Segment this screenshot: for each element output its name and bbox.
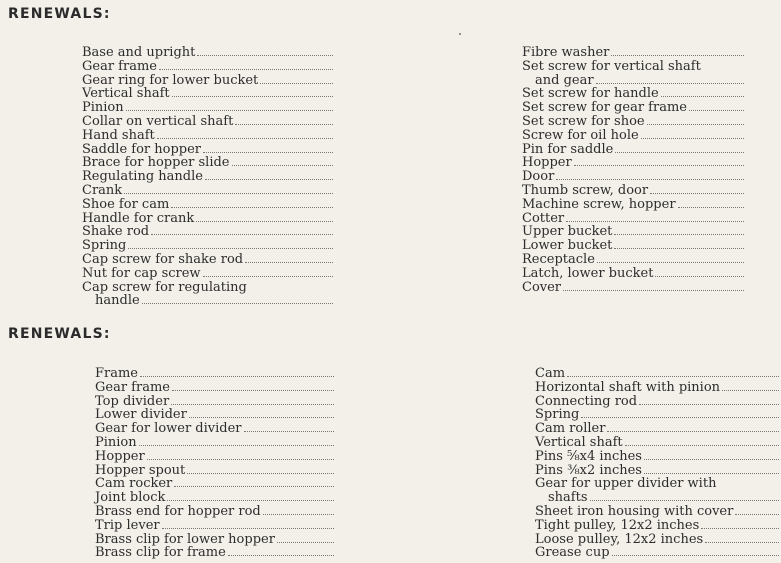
dotted-leader — [142, 303, 333, 304]
part-name: Set screw for gear frame — [522, 100, 687, 116]
part-name: Cap screw for regulating — [82, 279, 247, 295]
part-name: Gear ring for lower bucket — [82, 72, 259, 88]
dotted-leader — [189, 417, 334, 418]
parts-list-item — [82, 198, 333, 212]
dotted-leader — [205, 179, 333, 180]
part-name: Cotter — [522, 210, 565, 226]
part-name: Horizontal shaft with pinion — [535, 379, 721, 395]
parts-list-item — [82, 281, 333, 295]
parts-list-item — [82, 115, 333, 129]
part-name: Screw for oil hole — [522, 127, 639, 143]
parts-list-item — [522, 281, 744, 295]
parts-list-item — [535, 505, 779, 519]
parts-list-item — [522, 170, 744, 184]
dotted-leader — [641, 138, 744, 139]
dotted-leader — [612, 555, 779, 556]
parts-list-item — [522, 267, 744, 281]
dotted-leader — [203, 152, 333, 153]
part-name: Hopper spout — [95, 462, 186, 478]
part-name: Gear frame — [95, 379, 170, 395]
dotted-leader — [644, 473, 779, 474]
parts-list-item — [95, 491, 334, 505]
part-name: Gear for upper divider with — [535, 476, 717, 492]
part-name: Joint block — [95, 490, 166, 506]
part-name: Gear for lower divider — [95, 421, 242, 437]
part-name: Lower divider — [95, 407, 187, 423]
dotted-leader — [607, 431, 779, 432]
dotted-leader — [187, 473, 334, 474]
part-name: Loose pulley, 12x2 inches — [535, 531, 704, 547]
parts-list-item — [522, 225, 744, 239]
dotted-leader — [124, 193, 333, 194]
parts-list-item — [82, 143, 333, 157]
part-name: Spring — [535, 407, 580, 423]
part-name: Crank — [82, 182, 123, 198]
dotted-leader — [615, 152, 744, 153]
parts-list-item — [82, 60, 333, 74]
dotted-leader — [244, 431, 334, 432]
parts-list-item — [95, 477, 334, 491]
dotted-leader — [228, 555, 334, 556]
parts-list-item — [82, 129, 333, 143]
part-name: Lower bucket — [522, 238, 613, 254]
parts-list-item — [535, 546, 779, 560]
part-name: Cam rocker — [95, 476, 173, 492]
parts-list-item — [82, 170, 333, 184]
part-name: Pin for saddle — [522, 141, 614, 157]
parts-list-item — [522, 212, 744, 226]
dotted-leader — [661, 96, 744, 97]
dotted-leader — [567, 376, 779, 377]
part-name: Tight pulley, 12x2 inches — [535, 517, 700, 533]
parts-list-item — [82, 101, 333, 115]
dotted-leader — [197, 55, 333, 56]
dotted-leader — [174, 486, 334, 487]
part-name: Top divider — [95, 393, 170, 409]
dotted-leader — [263, 514, 334, 515]
part-name: Set screw for shoe — [522, 113, 645, 129]
parts-list-item — [95, 381, 334, 395]
parts-list-item — [522, 87, 744, 101]
part-name: handle — [95, 293, 140, 309]
dotted-leader — [581, 417, 779, 418]
parts-list-item — [82, 184, 333, 198]
parts-list-item — [95, 367, 334, 381]
dotted-leader — [556, 179, 744, 180]
part-name: Set screw for vertical shaft — [522, 58, 701, 74]
dotted-leader — [245, 262, 333, 263]
part-name: Cam — [535, 366, 566, 381]
parts-list-item — [535, 450, 779, 464]
dotted-leader — [625, 445, 779, 446]
part-name: Fibre washer — [522, 45, 610, 60]
part-name: Receptacle — [522, 251, 595, 267]
part-name: Hopper — [522, 155, 572, 171]
parts-list-item — [535, 395, 779, 409]
dotted-leader — [647, 124, 744, 125]
dotted-leader — [566, 221, 744, 222]
part-name: Pins ⅜x2 inches — [535, 462, 642, 478]
part-name: and gear — [535, 72, 594, 88]
parts-list-item — [522, 115, 744, 129]
dotted-leader — [650, 193, 744, 194]
dotted-leader — [167, 500, 334, 501]
dotted-leader — [139, 445, 334, 446]
dotted-leader — [597, 262, 744, 263]
dotted-leader — [639, 404, 779, 405]
dotted-leader — [171, 207, 333, 208]
dotted-leader — [574, 165, 744, 166]
part-name: Gear frame — [82, 58, 157, 74]
part-name: Upper bucket — [522, 224, 613, 240]
dotted-leader — [614, 234, 744, 235]
section1-left-column — [82, 46, 333, 308]
dotted-leader — [701, 528, 779, 529]
dotted-leader — [735, 514, 779, 515]
parts-list-item — [95, 533, 334, 547]
parts-list-item — [522, 101, 744, 115]
part-name: Door — [522, 169, 555, 185]
parts-list-item — [535, 533, 779, 547]
dotted-leader — [611, 55, 744, 56]
part-name: Shoe for cam — [82, 196, 170, 212]
parts-list-item — [95, 505, 334, 519]
part-name: shafts — [548, 490, 588, 506]
parts-list-item — [95, 436, 334, 450]
dotted-leader — [128, 248, 333, 249]
dotted-leader — [590, 500, 779, 501]
parts-list-item — [82, 239, 333, 253]
part-name: Regulating handle — [82, 169, 203, 185]
part-name: Collar on vertical shaft — [82, 113, 234, 129]
dotted-leader — [678, 207, 744, 208]
dotted-leader — [235, 124, 333, 125]
dotted-leader — [140, 376, 334, 377]
dotted-leader — [203, 276, 333, 277]
part-name: Vertical shaft — [82, 86, 170, 102]
parts-list-item — [535, 408, 779, 422]
dotted-leader — [232, 165, 334, 166]
dotted-leader — [563, 290, 744, 291]
dotted-leader — [151, 234, 333, 235]
parts-list-item — [82, 253, 333, 267]
parts-list-item — [535, 477, 779, 491]
parts-list-item — [522, 60, 744, 74]
parts-list-item — [82, 294, 333, 308]
paper-speck — [459, 33, 461, 35]
part-name: Brace for hopper slide — [82, 155, 230, 171]
parts-list-item — [535, 491, 779, 505]
parts-list-item — [522, 46, 744, 60]
parts-list-item — [82, 156, 333, 170]
dotted-leader — [196, 221, 333, 222]
part-name: Frame — [95, 366, 139, 381]
part-name: Thumb screw, door — [522, 182, 649, 198]
parts-list-item — [95, 408, 334, 422]
dotted-leader — [655, 276, 744, 277]
dotted-leader — [596, 83, 744, 84]
parts-list-item — [82, 212, 333, 226]
parts-list-item — [82, 87, 333, 101]
parts-list-item — [522, 239, 744, 253]
part-name: Saddle for hopper — [82, 141, 202, 157]
part-name: Hand shaft — [82, 127, 155, 143]
dotted-leader — [162, 528, 334, 529]
parts-list-item — [95, 422, 334, 436]
dotted-leader — [260, 83, 333, 84]
parts-list-item — [82, 46, 333, 60]
dotted-leader — [277, 542, 334, 543]
dotted-leader — [126, 110, 333, 111]
parts-list-item — [95, 395, 334, 409]
dotted-leader — [705, 542, 779, 543]
section2-heading: RENEWALS: — [8, 326, 111, 342]
dotted-leader — [722, 390, 779, 391]
part-name: Pinion — [82, 100, 124, 116]
part-name: Trip lever — [95, 517, 160, 533]
parts-list-item — [522, 74, 744, 88]
parts-list-item — [535, 381, 779, 395]
dotted-leader — [159, 69, 333, 70]
parts-list-item — [535, 519, 779, 533]
part-name: Latch, lower bucket — [522, 265, 654, 281]
part-name: Spring — [82, 238, 127, 254]
part-name: Machine screw, hopper — [522, 196, 676, 212]
part-name: Hopper — [95, 448, 145, 464]
parts-list-item — [535, 464, 779, 478]
section1-heading: RENEWALS: — [8, 6, 111, 22]
part-name: Sheet iron housing with cover — [535, 503, 734, 519]
section1-right-column — [522, 46, 744, 294]
dotted-leader — [171, 404, 334, 405]
parts-list-item — [522, 156, 744, 170]
part-name: Brass clip for frame — [95, 545, 226, 561]
parts-list-item — [522, 253, 744, 267]
parts-list-item — [522, 184, 744, 198]
parts-list-item — [82, 225, 333, 239]
parts-list-item — [95, 546, 334, 560]
dotted-leader — [644, 459, 779, 460]
part-name: Vertical shaft — [535, 434, 623, 450]
parts-list-item — [535, 422, 779, 436]
dotted-leader — [172, 390, 334, 391]
part-name: Grease cup — [535, 545, 610, 561]
dotted-leader — [689, 110, 744, 111]
parts-list-item — [95, 450, 334, 464]
dotted-leader — [147, 459, 334, 460]
section2-left-column — [95, 367, 334, 560]
parts-list-item — [535, 367, 779, 381]
part-name: Connecting rod — [535, 393, 638, 409]
part-name: Handle for crank — [82, 210, 195, 226]
part-name: Shake rod — [82, 224, 150, 240]
part-name: Set screw for handle — [522, 86, 659, 102]
parts-list-item — [522, 143, 744, 157]
parts-list-item — [535, 436, 779, 450]
part-name: Nut for cap screw — [82, 265, 201, 281]
parts-list-item — [522, 129, 744, 143]
part-name: Pinion — [95, 434, 137, 450]
part-name: Pins ⅝x4 inches — [535, 448, 642, 464]
section2-right-column — [535, 367, 779, 560]
part-name: Base and upright — [82, 45, 196, 60]
parts-list-item — [522, 198, 744, 212]
parts-list-item — [95, 519, 334, 533]
dotted-leader — [157, 138, 333, 139]
part-name: Cap screw for shake rod — [82, 251, 244, 267]
part-name: Cover — [522, 279, 562, 295]
parts-list-item — [95, 464, 334, 478]
parts-list-item — [82, 74, 333, 88]
dotted-leader — [614, 248, 744, 249]
parts-list-item — [82, 267, 333, 281]
part-name: Brass end for hopper rod — [95, 503, 261, 519]
dotted-leader — [172, 96, 333, 97]
part-name: Cam roller — [535, 421, 606, 437]
part-name: Brass clip for lower hopper — [95, 531, 275, 547]
